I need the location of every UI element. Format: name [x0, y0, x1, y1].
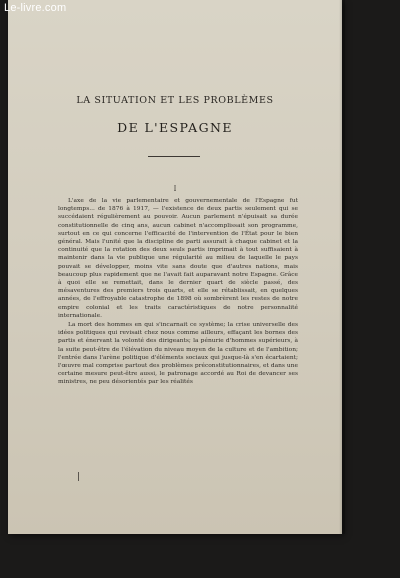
title-line-1: LA SITUATION ET LES PROBLÈMES	[76, 95, 274, 106]
body-text	[58, 197, 298, 387]
margin-mark	[78, 472, 79, 481]
paragraph-2: La mort des hommes en qui s'incarnait ce système; la crise universelle des idées politiques qui revisait chez nous comme ailleurs, effaçant les bornes des partis et énervant la volonté des dirigeants; la pénurie d'hommes supérieurs, à la suite peut-être de l'élévation du niveau moyen de la culture et de l'ambition; l'entrée dans l'arène politique d'éléments sociaux qui jusque-là s'en écartaient; l'œuvre mal comprise partout des problèmes préconstitutionnaires, et dans une certaine mesure peut-être aussi, le patronage accordé au Roi de devancer ses ministres, ne peu désorientés par les réalités	[58, 322, 298, 386]
paragraph-1: L'axe de la vie parlementaire et gouvernementale de l'Espagne fut longtemps... de 1876 à 1917, — l'existence de deux partis seulement qui se succédaient régulièrement au pouvoir. Aucun parlement n'épuisait sa durée constitutionnelle de cinq ans, aucun cabinet n'accomplissait son programme, surtout en ce qui concerne l'efficacité de l'intervention de l'État pour le bien général. Mais l'unité que la discipline de parti assurait à chaque cabinet et la continuité que la rotation des deux seuls partis imprimait à tout suffisaient à maintenir dans la vie publique une régularité au milieu de laquelle le pays pouvait se développer, moins vite sans doute que d'autres nations, mais beaucoup plus rapidement que ne l'avait fait auparavant notre Espagne. Grâce à quoi elle se remettait, dans le dernier quart de siècle passé, des mésaventures des premiers trois quarts, et elle se rétablissait, en quelques années, de l'effroyable catastrophe de 1898 où sombrèrent les restes de notre empire colonial et les traits caractéristiques de notre personnalité internationale.	[58, 198, 298, 319]
section-number: I	[173, 185, 177, 193]
watermark-logo: Le-livre.com	[4, 2, 67, 14]
title-line-2: DE L'ESPAGNE	[117, 120, 233, 135]
title-divider	[148, 156, 200, 157]
document-page	[8, 0, 342, 534]
